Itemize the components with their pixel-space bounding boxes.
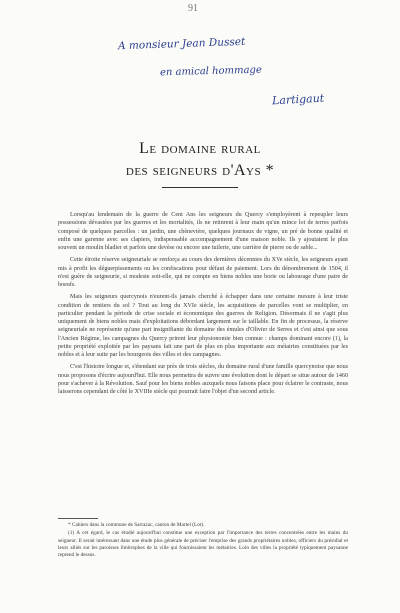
handwritten-dedication — [0, 0, 400, 130]
article-title — [0, 138, 400, 182]
page-number: 91 — [188, 3, 198, 14]
title-line-2: des seigneurs d'Ays * — [125, 162, 275, 179]
body-paragraph: C'est l'histoire longue et, s'étendant sur près de trois siècles, du domaine rural d'une famille quercynoise que nous nous proposons d'écrire aujourd'hui. Elle nous permettra de suivre une évolution dont le départ se situe autour de 1460 pour s'achever à la Révolution. Sauf pour les biens nobles auxquels nous faisons place pour éclairer le contraste, nous laisserons cependant de côté le XVIIIe siècle qui pourrait faire l'objet d'un second article. — [58, 364, 348, 395]
title-line-1: Le domaine rural — [139, 140, 261, 157]
body-paragraph: Cette étroite réserve seigneuriale se renforça au cours des dernières décennies du XVe siècle, les seigneurs ayant mis à profit les déguerpissements ou les confiscations pour défaut de paiement. Lors du dénombrement de 1504, il n'est guère de seigneurie, si modeste soit-elle, qui ne compte en biens nobles une borie ou labourage d'une paire de boeufs. — [58, 257, 348, 288]
body-paragraph: Lorsqu'au lendemain de la guerre de Cent Ans les seigneurs du Quercy s'employèrent à repeupler leurs possessions dévastées par les guerres et les mortalités, ils ne retinrent à leur main qu'un mince lot de terres parfois composé de quelques parcelles : un jardin, une chènevière, quelques journaux de vigne, un pré de bonne qualité et enfin une garenne avec ses clapiers, indispensable accompagnement d'une maison noble. Ils y ajoutaient le plus souvent un moulin bladier et parfois une devèse ou encore une tuilerie, une carrière de pierre ou de sable... — [58, 212, 348, 251]
footnote: * Cahiers dans la commune de Sarrazac, canton de Martel (Lot). — [68, 522, 205, 528]
body-paragraph: Mais les seigneurs quercynois n'eurent-ils jamais cherché à échapper dans une certaine mesure à leur triste condition de rentiers du sol ? Tout au long du XVIe siècle, les acquisitions de parcelles vont se multiplier, en particulier pendant la période de crise sociale et économique des guerres de Religion. Désormais il ne s'agit plus uniquement de biens nobles mais d'exploitations débordant largement sur le taillable. En fin de processus, la réserve seigneuriale ne représente qu'une part insignifiante du domaine des émules d'Olivier de Serres et c'est ainsi que sous l'Ancien Régime, les campagnes du Quercy prirent leur physionomie bien connue : champs dominant encore (1), la petite propriété exploitée par les paysans fait une part de plus en plus importante aux métairies constituées par les nobles et à leur suite par les bourgeois des villes et des campagnes. — [58, 294, 348, 358]
title-divider — [162, 187, 238, 188]
signature: Lartigaut — [271, 91, 325, 108]
dedication-line-2: en amical hommage — [159, 64, 262, 79]
footnote-divider — [58, 518, 98, 519]
footnotes — [58, 522, 348, 560]
footnote: (1) A cet égard, le cas étudié aujourd'hui constitue une exception par l'importance des terres concentrées entre les mains du seigneur. Il serait intéressant dans une étude plus générale de préciser l'emprise des grands propriétaires nobles, officiers du présidial et leurs alliés sur les paroisses limitrophes de la ville qui fournissaient les métairies. Loin des villes la propriété typiquement paysanne reprend le dessus. — [58, 530, 348, 559]
dedication-line-1: A monsieur Jean Dusset — [117, 35, 246, 53]
article-body — [58, 211, 348, 400]
